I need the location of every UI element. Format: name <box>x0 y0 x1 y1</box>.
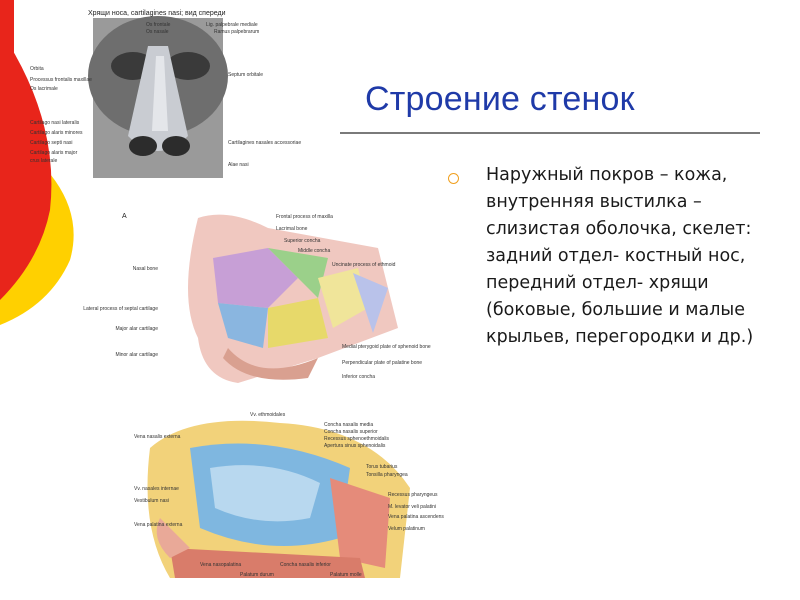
red-corner-shape <box>0 0 14 200</box>
figure1-label: Lig. palpebrale mediale <box>206 22 258 28</box>
figure3-label: Torus tubarius <box>366 464 398 470</box>
figure1-label: Os lacrimale <box>30 86 58 92</box>
figure1-label: Cartilago alaris major <box>30 150 78 156</box>
figure3-label: Palatum molle <box>330 572 362 578</box>
figure3-label: M. levator veli palatini <box>388 504 437 510</box>
figure3-label: Palatum durum <box>240 572 274 578</box>
figure3-label: Concha nasalis superior <box>324 429 378 435</box>
bullet-item <box>448 162 768 351</box>
figure3-label: Vv. ethmoidales <box>250 412 286 418</box>
figure2-label: Middle concha <box>298 248 331 254</box>
figure3-label: Apertura sinus sphenoidalis <box>324 443 386 449</box>
figure1-label: crus laterale <box>30 158 58 164</box>
figure2-label: Minor alar cartilage <box>115 352 158 358</box>
figure2-label: Inferior concha <box>342 374 376 380</box>
figure3-label: Vena palatina ascendens <box>388 514 444 520</box>
figure2-label: Frontal process of maxilla <box>276 214 333 220</box>
figure1-label: Cartilago alaris minores <box>30 130 83 136</box>
figure3-label: Velum palatinum <box>388 526 425 532</box>
figure1-label: Cartilago septi nasi <box>30 140 73 146</box>
figure3-label: Vv. nasales internae <box>134 486 179 492</box>
figure1-label: Alae nasi <box>228 162 249 168</box>
figure3-label: Tonsilla pharyngea <box>366 472 408 478</box>
figure1-label: Os nasale <box>146 29 169 35</box>
figure2-label: Lateral process of septal cartilage <box>83 306 158 312</box>
figure3-label: Vena nasalis externa <box>134 434 181 440</box>
figure1-label: Ramus palpebrarum <box>214 29 260 35</box>
figure2-label: Perpendicular plate of palatine bone <box>342 360 423 366</box>
title-underline <box>340 132 760 134</box>
lateral-nasal-wall-figure <box>83 208 431 388</box>
figure3-label: Vena palatina externa <box>134 522 183 528</box>
figure1-label: Septum orbitale <box>228 72 264 78</box>
figure1-label: Cartilagines nasales accessoriae <box>228 140 302 146</box>
figure2-label: Nasal bone <box>132 266 158 272</box>
figure1-label: Orbita <box>30 66 44 72</box>
figure2-label: Superior concha <box>284 238 321 244</box>
figure3-label: Recessus sphenoethmoidalis <box>324 436 390 442</box>
slide-title: Строение стенок <box>365 80 635 118</box>
figure3-label: Vestibulum nasi <box>134 498 170 504</box>
figure1-label: Cartilago nasi lateralis <box>30 120 80 126</box>
figure3-label: Vena nasopalatina <box>200 562 242 568</box>
figure3-label: Concha nasalis media <box>324 422 374 428</box>
figure2-panel-letter: A <box>122 213 127 220</box>
circle-bullet-icon <box>448 173 459 184</box>
figure2-label: Uncinate process of ethmoid <box>332 262 396 268</box>
bullet-text: Наружный покров – кожа, внутренняя выстилка – слизистая оболочка, скелет: задний отдел- костный нос, передний отдел- хрящи (боковые, большие и малые крыльев, перегородки и др.) <box>486 165 754 347</box>
figure1-caption: Хрящи носа, cartilagines nasi; вид спереди <box>88 10 226 17</box>
nasal-cavity-vessels-figure <box>130 408 460 584</box>
bullet-list <box>448 162 768 351</box>
figure1-label: Processus frontalis maxillae <box>30 77 92 83</box>
figure2-label: Lacrimal bone <box>276 226 308 232</box>
figure1-label: Os frontale <box>146 22 171 28</box>
figure2-label: Major alar cartilage <box>115 326 158 332</box>
figure3-label: Concha nasalis inferior <box>280 562 331 568</box>
figure3-label: Recessus pharyngeus <box>388 492 438 498</box>
nose-cartilage-front-figure <box>28 6 302 178</box>
figure2-label: Medial pterygoid plate of sphenoid bone <box>342 344 431 350</box>
